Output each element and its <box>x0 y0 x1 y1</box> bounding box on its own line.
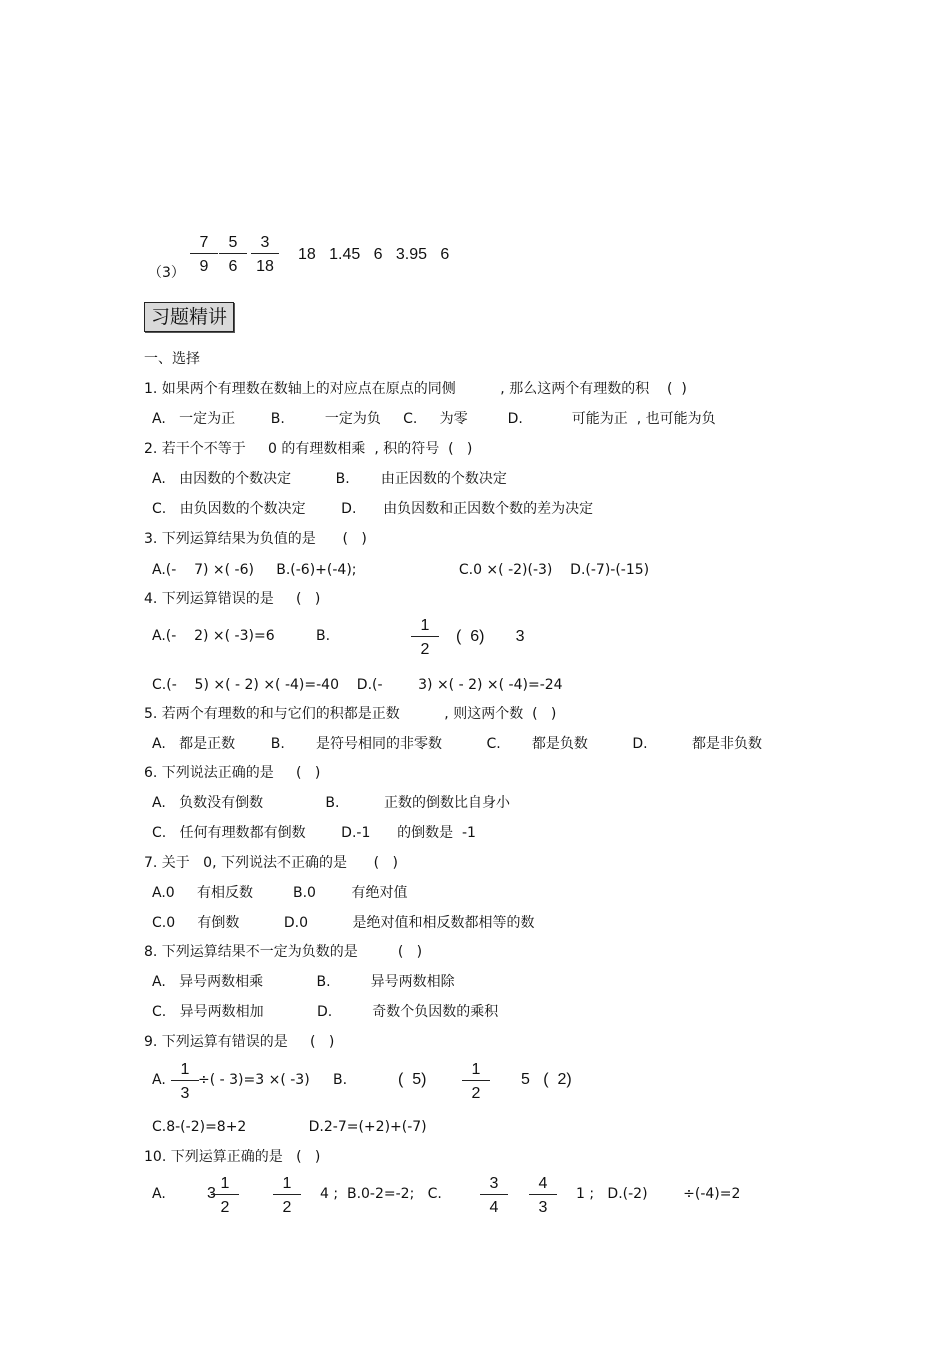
denominator: 9 <box>190 253 218 277</box>
part-title: 一、选择 <box>144 351 200 367</box>
denominator: 6 <box>219 253 247 277</box>
question-3-options: A.(- 7) ×( -6) B.(-6)+(-4); C.0 ×( -2)(-3) D.(-7)-(-15) <box>152 562 650 578</box>
question-4-option-b-label: B. <box>316 628 331 644</box>
denominator: 2 <box>273 1194 301 1218</box>
question-5-options: A. 都是正数 B. 是符号相同的非零数 C. 都是负数 D. 都是非负数 <box>152 736 763 752</box>
fraction <box>190 233 218 277</box>
question-9-option-b-label: B. <box>333 1072 348 1088</box>
question-10-option-a-whole: 3 <box>207 1185 216 1202</box>
section-heading: 习题精讲 <box>144 302 234 332</box>
question-9-stem: 9. 下列运算有错误的是 ( ) <box>144 1034 335 1050</box>
denominator: 2 <box>211 1194 239 1218</box>
fraction <box>219 233 247 277</box>
question-1-options: A. 一定为正 B. 一定为负 C. 为零 D. 可能为正 , 也可能为负 <box>152 411 716 427</box>
question-2-options-cd: C. 由负因数的个数决定 D. 由负因数和正因数个数的差为决定 <box>152 501 594 517</box>
question-10-options-cd-tail: 1 ; D.(-2) ÷(-4)=2 <box>576 1186 741 1202</box>
numerator: 1 <box>180 1061 190 1078</box>
numerator: 3 <box>260 234 270 251</box>
question-9-option-b-left: ( 5) <box>398 1071 427 1088</box>
question-9-option-b-right: 5 ( 2) <box>521 1071 572 1088</box>
question-4-stem: 4. 下列运算错误的是 ( ) <box>144 591 321 607</box>
numerator: 1 <box>420 617 430 634</box>
fraction <box>411 616 439 660</box>
question-6-stem: 6. 下列说法正确的是 ( ) <box>144 765 321 781</box>
denominator: 2 <box>462 1080 490 1104</box>
denominator: 3 <box>529 1194 557 1218</box>
numerator: 1 <box>471 1061 481 1078</box>
fraction <box>480 1174 508 1218</box>
numerator: 1 <box>220 1175 230 1192</box>
question-4-option-b-rest: ( 6) 3 <box>456 628 525 645</box>
question-2-options-ab: A. 由因数的个数决定 B. 由正因数的个数决定 <box>152 471 507 487</box>
numerator: 1 <box>282 1175 292 1192</box>
numerator: 4 <box>538 1175 548 1192</box>
question-4-option-a: A.(- 2) ×( -3)=6 <box>152 628 275 644</box>
fraction <box>273 1174 301 1218</box>
denominator: 3 <box>171 1080 199 1104</box>
question-9-options-cd: C.8-(-2)=8+2 D.2-7=(+2)+(-7) <box>152 1119 427 1135</box>
numerator: 3 <box>489 1175 499 1192</box>
question-7-options-cd: C.0 有倒数 D.0 是绝对值和相反数都相等的数 <box>152 915 535 931</box>
fraction <box>462 1060 490 1104</box>
fraction <box>171 1060 199 1104</box>
question-7-stem: 7. 关于 0, 下列说法不正确的是 ( ) <box>144 855 398 871</box>
question-8-stem: 8. 下列运算结果不一定为负数的是 ( ) <box>144 944 423 960</box>
question-5-stem: 5. 若两个有理数的和与它们的积都是正数 , 则这两个数 ( ) <box>144 706 557 722</box>
fraction <box>251 233 279 277</box>
question-6-options-cd: C. 任何有理数都有倒数 D.-1 的倒数是 -1 <box>152 825 476 841</box>
expr-rest: 18 1.45 6 3.95 6 <box>298 246 450 263</box>
question-8-options-ab: A. 异号两数相乘 B. 异号两数相除 <box>152 974 455 990</box>
fraction <box>211 1174 239 1218</box>
question-9-option-a-rest: ÷( - 3)=3 ×( -3) <box>198 1072 310 1088</box>
question-7-options-ab: A.0 有相反数 B.0 有绝对值 <box>152 885 408 901</box>
expr-label: （3） <box>148 265 185 281</box>
numerator: 5 <box>228 234 238 251</box>
question-10-option-a-tail: 4 ; B.0-2=-2; C. <box>320 1186 442 1202</box>
denominator: 2 <box>411 636 439 660</box>
fraction <box>529 1174 557 1218</box>
question-4-options-cd: C.(- 5) ×( - 2) ×( -4)=-40 D.(- 3) ×( - 2) ×( -4)=-24 <box>152 677 563 693</box>
question-3-stem: 3. 下列运算结果为负值的是 ( ) <box>144 531 367 547</box>
question-9-option-a-label: A. <box>152 1072 166 1088</box>
question-6-options-ab: A. 负数没有倒数 B. 正数的倒数比自身小 <box>152 795 510 811</box>
question-1-stem: 1. 如果两个有理数在数轴上的对应点在原点的同侧 , 那么这两个有理数的积 ( ) <box>144 381 687 397</box>
denominator: 4 <box>480 1194 508 1218</box>
denominator: 18 <box>251 253 279 277</box>
question-8-options-cd: C. 异号两数相加 D. 奇数个负因数的乘积 <box>152 1004 499 1020</box>
numerator: 7 <box>199 234 209 251</box>
question-2-stem: 2. 若干个不等于 0 的有理数相乘 , 积的符号 ( ) <box>144 441 473 457</box>
question-10-stem: 10. 下列运算正确的是 ( ) <box>144 1149 321 1165</box>
question-10-option-a-label: A. <box>152 1186 166 1202</box>
